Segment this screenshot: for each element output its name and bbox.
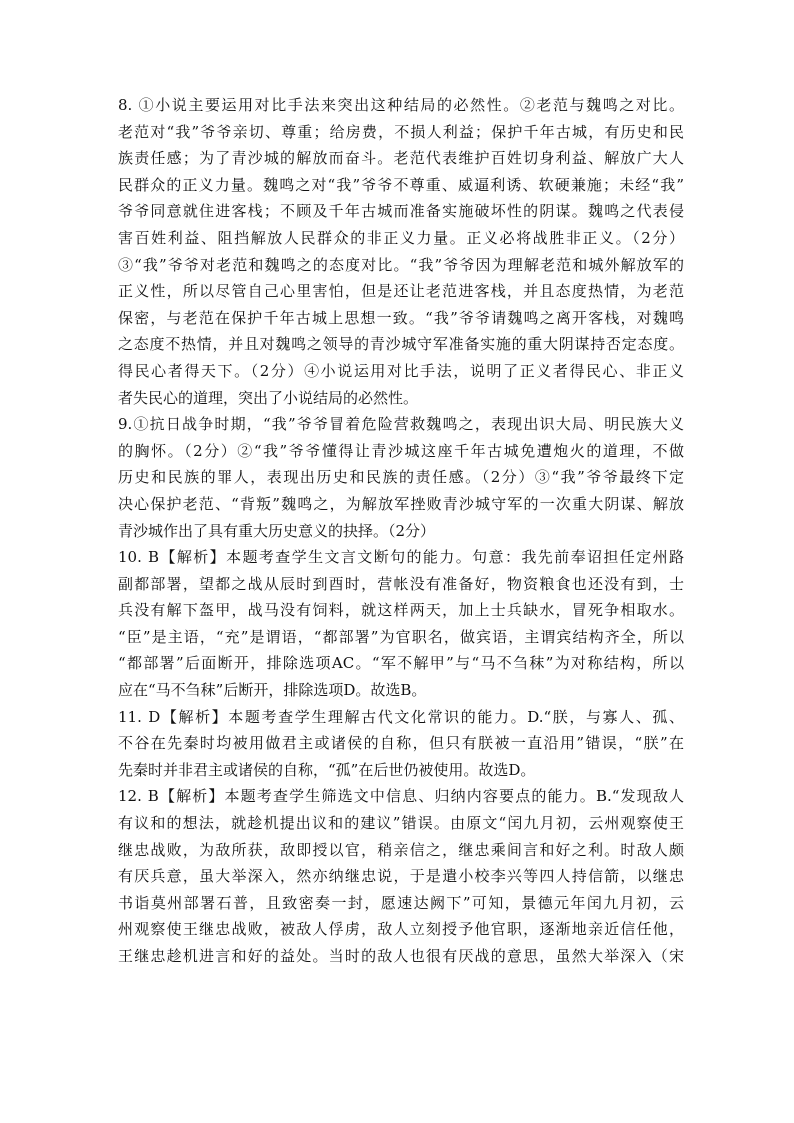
text-line: 的胸怀。（2分）②“我”爷爷懂得让青沙城这座千年古城免遭炮火的道理，不做 [118, 441, 684, 460]
text-line: 8. ①小说主要运用对比手法来突出这种结局的必然性。②老范与魏鸣之对比。 [118, 96, 684, 114]
text-line: “臣”是主语，“充”是谓语，“都部署”为官职名，做宾语，主谓宾结构齐全，所以 [118, 627, 684, 646]
text-line: 保密，与老范在保护千年古城上思想一致。“我”爷爷请魏鸣之离开客栈，对魏鸣 [118, 308, 684, 327]
text-line: 应在“马不刍秣”后断开，排除选项D。故选B。 [118, 681, 427, 700]
text-line: 之态度不热情，并且对魏鸣之领导的青沙城守军准备实施的重大阴谋持否定态度。 [118, 335, 684, 354]
text-line: 老范对“我”爷爷亲切、尊重；给房费，不损人利益；保护千年古城，有历史和民 [118, 122, 684, 141]
text-line: 正义性，所以尽管自己心里害怕，但是还让老范进客栈，并且态度热情，为老范 [118, 282, 684, 301]
text-line: 书诣莫州部署石普，且致密奏一封，愿速达阙下”可知，景德元年闰九月初，云 [118, 893, 684, 912]
text-line: 青沙城作出了具有重大历史意义的抉择。（2分） [118, 521, 436, 540]
text-line: 有议和的想法，就趁机提出议和的建议”错误。由原文“闰九月初，云州观察使王 [118, 814, 684, 833]
text-line: 王继忠趁机进言和好的益处。当时的敌人也很有厌战的意思，虽然大举深入（宋 [118, 947, 684, 965]
text-line: 族责任感；为了青沙城的解放而奋斗。老范代表维护百姓切身利益、解放广大人 [118, 149, 684, 168]
text-line: 害百姓利益、阻挡解放人民群众的非正义力量。正义必将战胜非正义。（2分） [118, 228, 684, 247]
text-line: 者失民心的道理，突出了小说结局的必然性。 [118, 388, 419, 407]
text-line: ③“我”爷爷对老范和魏鸣之的态度对比。“我”爷爷因为理解老范和城外解放军的 [118, 255, 684, 274]
text-line: 兵没有解下盔甲，战马没有饲料，就这样两天，加上士兵缺水，冒死争相取水。 [118, 601, 684, 620]
text-line: 副都部署，望都之战从辰时到酉时，营帐没有准备好，物资粮食也还没有到，士 [118, 574, 684, 593]
text-line: 有厌兵意，虽大举深入，然亦纳继忠说，于是遣小校李兴等四人持信箭，以继忠 [118, 867, 684, 886]
text-line: 州观察使王继忠战败，被敌人俘虏，敌人立刻授予他官职，逐渐地亲近信任他， [118, 920, 684, 939]
text-line: 10. B【解析】本题考查学生文言文断句的能力。句意：我先前奉诏担任定州路 [118, 548, 684, 567]
text-line: 9.①抗日战争时期，“我”爷爷冒着危险营救魏鸣之，表现出识大局、明民族大义 [118, 415, 684, 434]
text-line: 先秦时并非君主或诸侯的自称，“孤”在后世仍被使用。故选D。 [118, 760, 536, 779]
text-line: 决心保护老范、“背叛”魏鸣之，为解放军挫败青沙城守军的一次重大阴谋、解放 [118, 494, 684, 513]
text-line: 11. D【解析】本题考查学生理解古代文化常识的能力。D.“朕，与寡人、孤、 [118, 707, 684, 726]
answer-page [118, 92, 684, 970]
text-line: 民群众的正义力量。魏鸣之对“我”爷爷不尊重、威逼利诱、软硬兼施；未经“我” [118, 175, 684, 194]
text-line: 继忠战败，为敌所获，敌即授以官，稍亲信之，继忠乘间言和好之利。时敌人颇 [118, 840, 684, 859]
text-line: 12. B【解析】本题考查学生筛选文中信息、归纳内容要点的能力。B.“发现敌人 [118, 787, 684, 806]
text-line: “都部署”后面断开，排除选项AC。“军不解甲”与“马不刍秣”为对称结构，所以 [118, 654, 684, 673]
text-line: 爷爷同意就住进客栈；不顾及千年古城而准备实施破坏性的阴谋。魏鸣之代表侵 [118, 202, 684, 221]
text-line: 得民心者得天下。（2分）④小说运用对比手法，说明了正义者得民心、非正义 [118, 361, 684, 380]
text-line: 不谷在先秦时均被用做君主或诸侯的自称，但只有朕被一直沿用”错误，“朕”在 [118, 734, 684, 753]
text-line: 历史和民族的罪人，表现出历史和民族的责任感。（2分）③“我”爷爷最终下定 [118, 468, 684, 487]
